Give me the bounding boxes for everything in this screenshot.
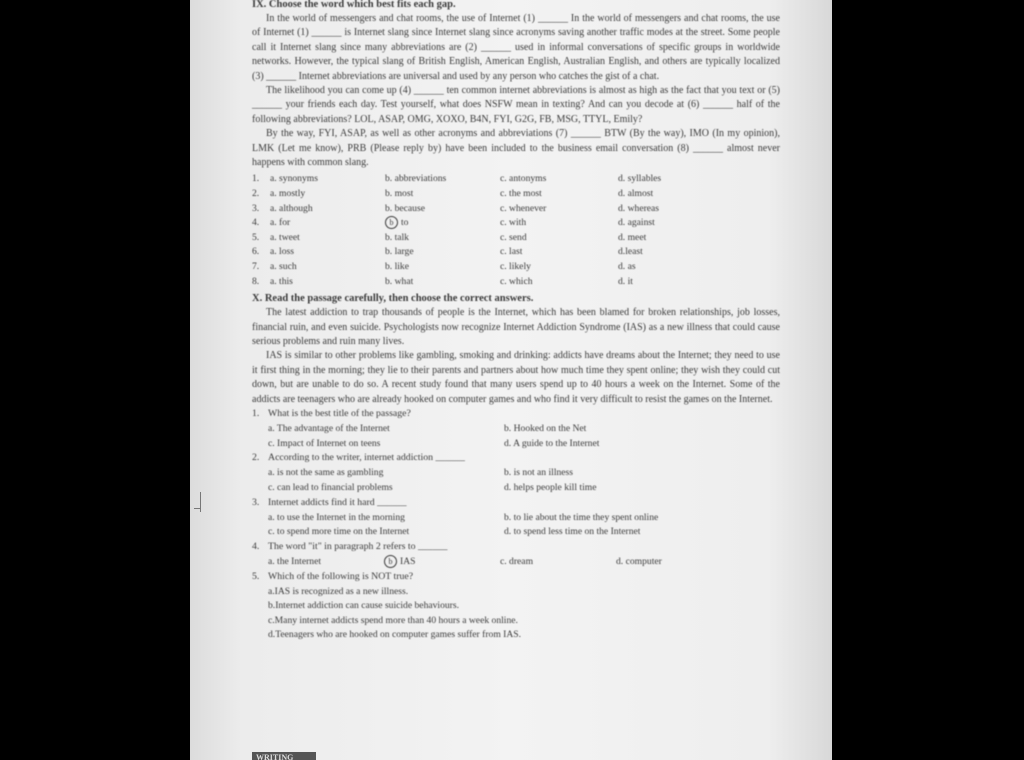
option-a: a. mostly — [270, 188, 306, 200]
answer-option — [384, 555, 500, 570]
option-c: c. which — [500, 275, 533, 287]
option-a: a. tweet — [270, 231, 300, 243]
document-page — [190, 0, 832, 760]
answer-option: c. can lead to financial problems — [268, 482, 393, 494]
option-row — [252, 172, 780, 187]
answer-row — [252, 466, 780, 481]
question-number: 3. — [252, 496, 260, 508]
option-b: b. because — [385, 202, 425, 214]
circled-answer-mark: b — [384, 555, 397, 568]
option-row — [252, 216, 780, 231]
answer-option: d.Teenagers who are hooked on computer games suffer from IAS. — [268, 629, 522, 641]
questions-list — [252, 407, 780, 643]
option-b — [385, 216, 500, 231]
answer-row — [252, 422, 780, 437]
answer-option: d. computer — [616, 556, 662, 568]
option-a: a. although — [270, 202, 313, 214]
option-number: 3. — [252, 202, 260, 214]
answer-option: d. to spend less time on the Internet — [504, 526, 641, 538]
option-b: b. talk — [385, 231, 409, 243]
question-stem — [252, 407, 780, 422]
option-row — [252, 275, 780, 290]
option-d: d. against — [618, 217, 655, 229]
option-c: c. send — [500, 231, 527, 243]
option-c: c. likely — [500, 261, 531, 273]
question — [252, 570, 780, 643]
option-d: d. whereas — [618, 202, 660, 214]
option-number: 1. — [252, 173, 260, 185]
option-c: c. last — [500, 246, 523, 258]
option-c: c. antonyms — [500, 173, 547, 185]
answer-option-text: IAS — [400, 556, 416, 568]
answer-option: a. the Internet — [268, 556, 322, 568]
question-number: 1. — [252, 408, 260, 420]
option-d: d.least — [618, 246, 643, 258]
option-a: a. for — [270, 217, 291, 229]
question — [252, 407, 780, 451]
margin-mark-tick — [194, 508, 200, 509]
paragraph: The likelihood you can come up (4) ______ ten common internet abbreviations is almost as high as the fact that you text or (5) ______ your friends each day. Test yourself, what does NSFW mean in texting? And can you decode at (6) ______ half of the following abbreviations? LOL, ASAP, OMG, XOXO, B4N, FYI, G2G, FB, MSG, TTYL, Emily? — [252, 85, 780, 125]
question-number: 5. — [252, 570, 260, 582]
question — [252, 451, 780, 495]
option-b: b. what — [385, 275, 414, 287]
answer-row — [252, 481, 780, 496]
option-number: 4. — [252, 217, 260, 229]
question-text: According to the writer, internet addiction ______ — [268, 452, 465, 464]
answer-row — [252, 437, 780, 452]
answer-option: a.IAS is recognized as a new illness. — [268, 585, 409, 597]
section-heading-ix: IX. Choose the word which best fits each gap. — [252, 0, 456, 10]
question — [252, 496, 780, 540]
circled-answer-mark: b — [385, 216, 398, 229]
option-b: b. like — [385, 261, 409, 273]
option-b: b. large — [385, 246, 414, 258]
answer-option: a. The advantage of the Internet — [268, 422, 390, 434]
option-row — [252, 187, 780, 202]
option-d: d. as — [618, 261, 636, 273]
option-d: d. syllables — [618, 173, 662, 185]
answer-option: c.Many internet addicts spend more than 40 hours a week online. — [268, 614, 518, 626]
answer-row — [252, 555, 780, 570]
answer-option: c. dream — [500, 556, 534, 568]
option-row — [252, 202, 780, 217]
question-number: 2. — [252, 452, 260, 464]
option-a: a. such — [270, 261, 297, 273]
option-c: c. with — [500, 217, 527, 229]
question-text: Internet addicts find it hard ______ — [268, 496, 407, 508]
option-a: a. synonyms — [270, 173, 318, 185]
margin-mark — [200, 492, 201, 512]
option-number: 5. — [252, 231, 260, 243]
question-stem — [252, 451, 780, 466]
option-d: d. it — [618, 275, 633, 287]
option-d: d. meet — [618, 231, 647, 243]
option-b: b. most — [385, 188, 414, 200]
answer-row — [252, 525, 780, 540]
option-c: c. whenever — [500, 202, 547, 214]
paragraph: The latest addiction to trap thousands of people is the Internet, which has been blamed for broken relationships, job losses, financial ruin, and even suicide. Psychologists now recognize Internet Addiction Syndrome (IAS) as a new illness that could cause serious problems and ruin many lives. — [252, 307, 780, 348]
paragraph: In the world of messengers and chat rooms, the use of Internet (1) ______ In the world of messengers and chat rooms, the use of Internet (1) ______ is Internet slang since Internet slang since acronyms saving another traffic modes at the street. Some people call it Internet slang since many abbreviations are (2) ______ used in informal conversations of specific groups in worldwide networks. However, the typical slang of British English, American English, Australian English, and others are typically localized (3) ______ Internet abbreviations are universal and used by any person who catches the gist of a chat. — [252, 13, 780, 82]
question-stem — [252, 496, 780, 511]
option-a: a. this — [270, 275, 293, 287]
section-heading-x: X. Read the passage carefully, then choose the correct answers. — [252, 293, 534, 305]
option-number: 8. — [252, 275, 260, 287]
answer-option: c. to spend more time on the Internet — [268, 526, 410, 538]
option-b: b. abbreviations — [385, 173, 447, 185]
answer-option: a. is not the same as gambling — [268, 467, 384, 479]
paragraph: IAS is similar to other problems like gambling, smoking and drinking: addicts have dreams about the Internet; they need to use it first thing in the morning; they lie to their parents and partners about how much time they spent online; they wish they could cut down, but are unable to do so. A recent study found that many users spend up to 40 hours a week on the Internet. Some of the addicts are teenagers who are already hooked on computer games and who find it very difficult to resist the games on the Internet. — [252, 350, 780, 405]
answer-option: b. is not an illness — [504, 467, 574, 479]
question-text: Which of the following is NOT true? — [268, 570, 414, 582]
option-number: 7. — [252, 261, 260, 273]
question-stem — [252, 540, 780, 555]
option-b-text: to — [401, 217, 409, 229]
question-stem — [252, 570, 780, 585]
option-row — [252, 231, 780, 246]
answer-option: b. Hooked on the Net — [504, 422, 587, 434]
option-row — [252, 245, 780, 260]
answer-option: b.Internet addiction can cause suicide behaviours. — [268, 600, 460, 612]
question — [252, 540, 780, 570]
question-text: What is the best title of the passage? — [268, 408, 411, 420]
answer-row — [252, 511, 780, 526]
footer-tab: WRITING — [252, 752, 316, 760]
option-number: 2. — [252, 188, 260, 200]
answer-option: a. to use the Internet in the morning — [268, 511, 405, 523]
question-text: The word "it" in paragraph 2 refers to ______ — [268, 541, 448, 553]
answer-option: d. helps people kill time — [504, 482, 597, 494]
option-a: a. loss — [270, 246, 294, 258]
option-row — [252, 260, 780, 275]
page-content — [252, 0, 780, 643]
option-d: d. almost — [618, 188, 654, 200]
answer-option: b. to lie about the time they spent online — [504, 511, 659, 523]
answer-option: c. Impact of Internet on teens — [268, 437, 381, 449]
paragraph: By the way, FYI, ASAP, as well as other acronyms and abbreviations (7) ______ BTW (By the way), IMO (In my opinion), LMK (Let me know), PRB (Please reply by) have been included to the business email conversation (8) ______ almost never happens with common slang. — [252, 128, 780, 169]
option-c: c. the most — [500, 188, 542, 200]
question-number: 4. — [252, 541, 260, 553]
option-number: 6. — [252, 246, 260, 258]
options-grid — [252, 172, 780, 289]
answer-option: d. A guide to the Internet — [504, 437, 600, 449]
